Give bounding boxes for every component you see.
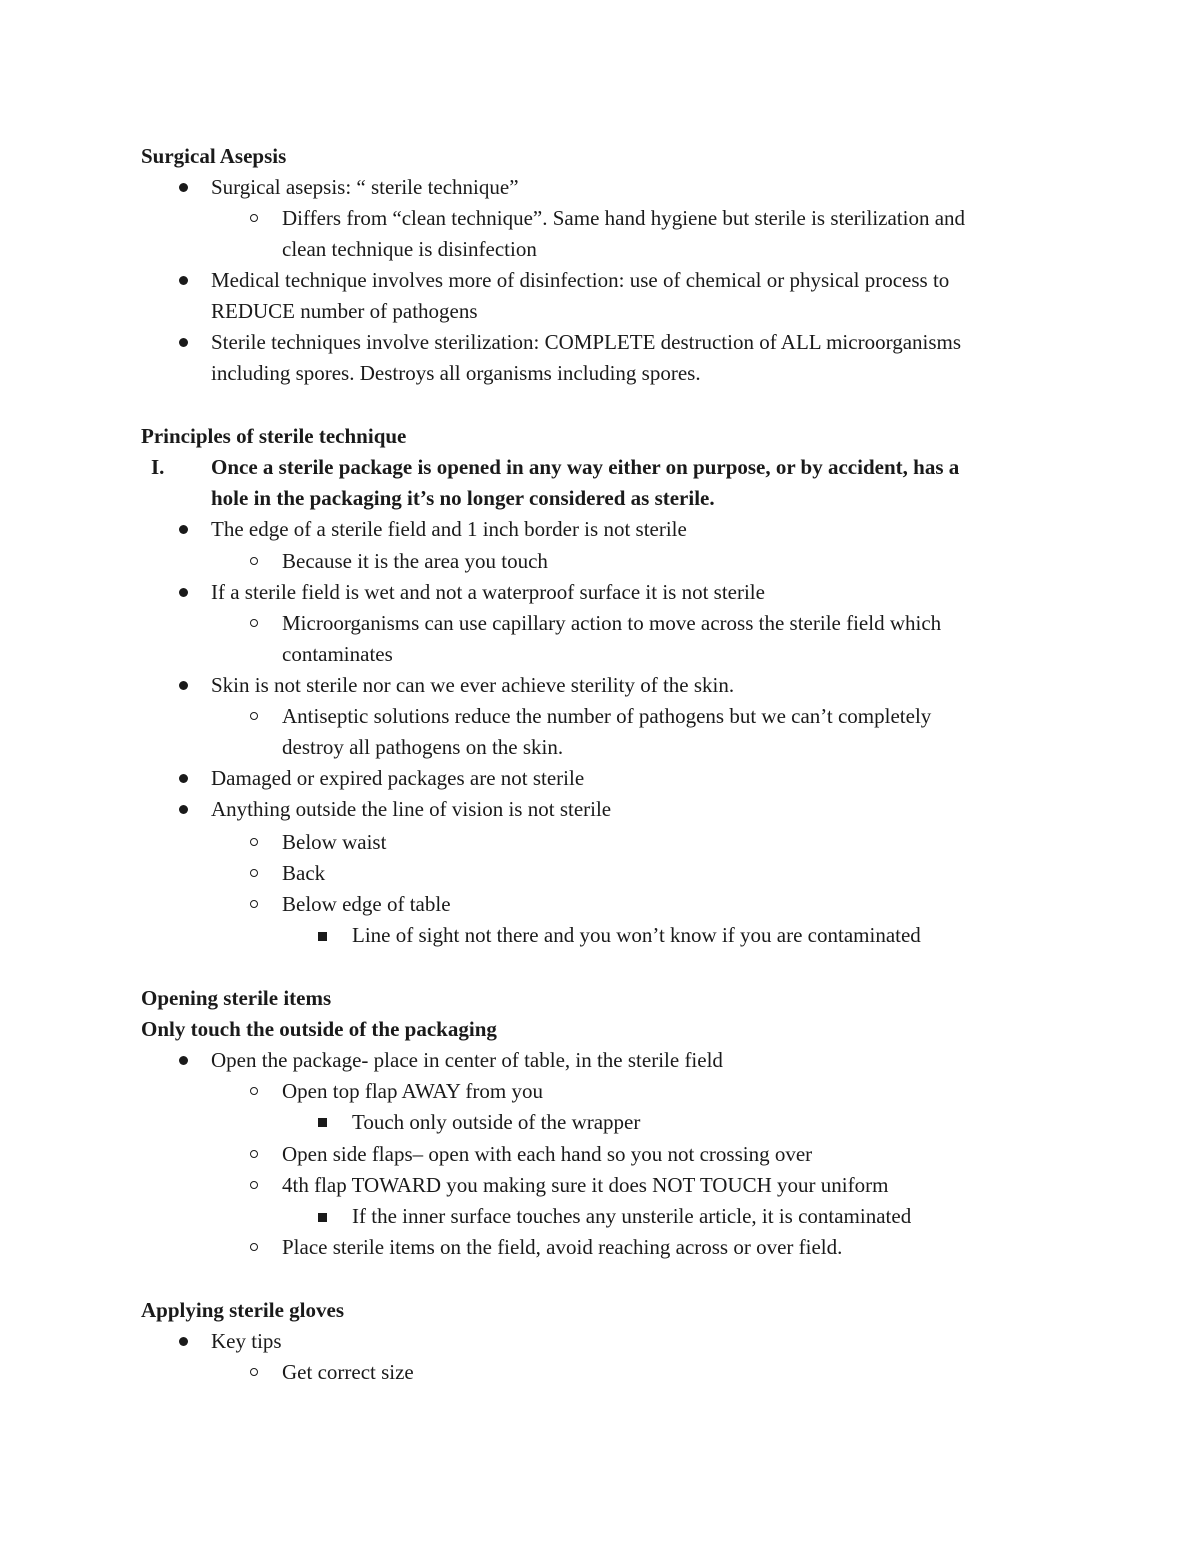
list-item: Because it is the area you touch <box>282 549 548 573</box>
bullet-icon <box>179 525 188 534</box>
bullet-icon <box>179 1337 188 1346</box>
circle-bullet-icon <box>250 1181 258 1189</box>
bullet-icon <box>179 338 188 347</box>
heading-opening-sterile-items: Opening sterile items <box>141 986 332 1010</box>
list-item: Open top flap AWAY from you <box>282 1079 543 1103</box>
list-item: Key tips <box>211 1329 282 1353</box>
list-item: Open side flaps– open with each hand so you not crossing over <box>282 1142 813 1166</box>
list-item: Microorganisms can use capillary action to move across the sterile field which <box>282 611 942 635</box>
list-item: Differs from “clean technique”. Same hand hygiene but sterile is sterilization and <box>282 206 966 230</box>
circle-bullet-icon <box>250 619 258 627</box>
list-item: Back <box>282 861 326 885</box>
heading-principles: Principles of sterile technique <box>141 424 407 448</box>
list-item: Anything outside the line of vision is not sterile <box>211 797 612 821</box>
list-item: The edge of a sterile field and 1 inch border is not sterile <box>211 517 687 541</box>
square-bullet-icon <box>318 1213 327 1222</box>
list-item: Get correct size <box>282 1360 414 1384</box>
list-item: If the inner surface touches any unsterile article, it is contaminated <box>352 1204 912 1228</box>
bullet-icon <box>179 1056 188 1065</box>
list-item: Line of sight not there and you won’t know if you are contaminated <box>352 923 921 947</box>
subheading-only-touch-outside: Only touch the outside of the packaging <box>141 1017 497 1041</box>
circle-bullet-icon <box>250 214 258 222</box>
bullet-icon <box>179 588 188 597</box>
bullet-icon <box>179 276 188 285</box>
list-item: Damaged or expired packages are not sterile <box>211 766 585 790</box>
list-item-continuation: contaminates <box>282 642 393 666</box>
list-item: Once a sterile package is opened in any way either on purpose, or by accident, has a <box>211 455 960 479</box>
circle-bullet-icon <box>250 1150 258 1158</box>
bullet-icon <box>179 183 188 192</box>
circle-bullet-icon <box>250 1087 258 1095</box>
list-item-continuation: hole in the packaging it’s no longer considered as sterile. <box>211 486 715 510</box>
list-item: Surgical asepsis: “ sterile technique” <box>211 175 519 199</box>
square-bullet-icon <box>318 932 327 941</box>
circle-bullet-icon <box>250 1243 258 1251</box>
list-item-continuation: clean technique is disinfection <box>282 237 537 261</box>
list-item: 4th flap TOWARD you making sure it does NOT TOUCH your uniform <box>282 1173 889 1197</box>
circle-bullet-icon <box>250 557 258 565</box>
heading-applying-sterile-gloves: Applying sterile gloves <box>141 1298 344 1322</box>
list-item: Touch only outside of the wrapper <box>352 1110 641 1134</box>
heading-surgical-asepsis: Surgical Asepsis <box>141 144 287 168</box>
list-item-continuation: including spores. Destroys all organisms including spores. <box>211 361 701 385</box>
list-item: Antiseptic solutions reduce the number of pathogens but we can’t completely <box>282 704 932 728</box>
list-item: Medical technique involves more of disinfection: use of chemical or physical process to <box>211 268 950 292</box>
list-item: Below waist <box>282 830 387 854</box>
list-item: Below edge of table <box>282 892 451 916</box>
circle-bullet-icon <box>250 712 258 720</box>
square-bullet-icon <box>318 1118 327 1127</box>
bullet-icon <box>179 805 188 814</box>
circle-bullet-icon <box>250 900 258 908</box>
circle-bullet-icon <box>250 838 258 846</box>
list-item: Place sterile items on the field, avoid reaching across or over field. <box>282 1235 843 1259</box>
bullet-icon <box>179 681 188 690</box>
list-item: Skin is not sterile nor can we ever achieve sterility of the skin. <box>211 673 735 697</box>
circle-bullet-icon <box>250 1368 258 1376</box>
bullet-icon <box>179 774 188 783</box>
roman-numeral: I. <box>151 455 165 479</box>
list-item-continuation: REDUCE number of pathogens <box>211 299 478 323</box>
list-item-continuation: destroy all pathogens on the skin. <box>282 735 564 759</box>
list-item: If a sterile field is wet and not a waterproof surface it is not sterile <box>211 580 765 604</box>
circle-bullet-icon <box>250 869 258 877</box>
list-item: Sterile techniques involve sterilization: COMPLETE destruction of ALL microorganisms <box>211 330 962 354</box>
list-item: Open the package- place in center of table, in the sterile field <box>211 1048 723 1072</box>
